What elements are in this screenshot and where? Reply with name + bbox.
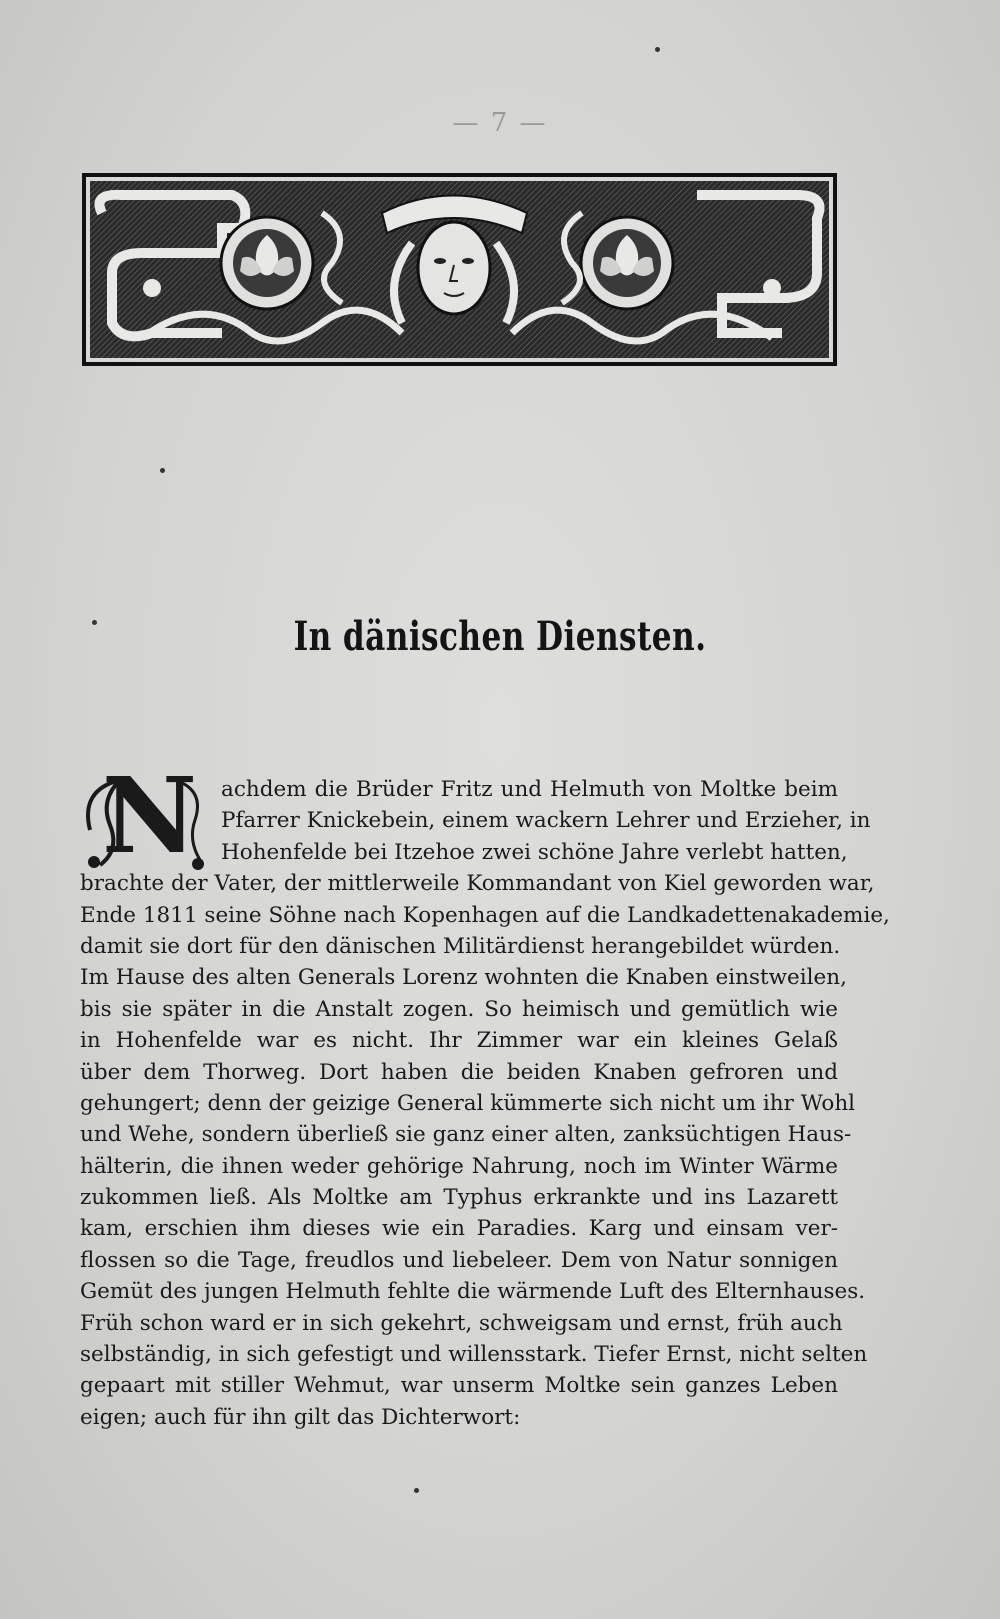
- text-line: flossen so die Tage, freudlos und liebeleer. Dem von Natur sonnigen: [80, 1247, 838, 1273]
- page-number: — 7 —: [452, 108, 548, 138]
- text-line: Gemüt des jungen Helmuth fehlte die wärmende Luft des Elternhauses.: [80, 1279, 866, 1305]
- text-line: bis sie später in die Anstalt zogen. So heimisch und gemütlich wie: [80, 996, 838, 1022]
- drop-cap-letter: N: [102, 754, 198, 877]
- paper-speck: [655, 47, 660, 52]
- decorative-header-ornament-icon: [82, 173, 837, 366]
- text-line: Im Hause des alten Generals Lorenz wohnten die Knaben einstweilen,: [80, 965, 847, 991]
- text-line: Hohenfelde bei Itzehoe zwei schöne Jahre verlebt hatten,: [221, 839, 848, 865]
- paper-speck: [160, 468, 165, 473]
- text-line: achdem die Brüder Fritz und Helmuth von Moltke beim: [221, 777, 838, 802]
- text-line: kam, erschien ihm dieses wie ein Paradies. Karg und einsam ver-: [80, 1216, 838, 1242]
- text-line: hälterin, die ihnen weder gehörige Nahrung, noch im Winter Wärme: [80, 1153, 838, 1179]
- text-line: und Wehe, sondern überließ sie ganz einer alten, zanksüchtigen Haus-: [80, 1122, 852, 1148]
- text-line: Früh schon ward er in sich gekehrt, schweigsam und ernst, früh auch: [80, 1310, 843, 1336]
- text-line: damit sie dort für den dänischen Militärdienst herangebildet würden.: [80, 933, 841, 959]
- text-line: brachte der Vater, der mittlerweile Kommandant von Kiel geworden war,: [80, 871, 875, 897]
- paper-speck: [92, 620, 97, 625]
- text-line: gepaart mit stiller Wehmut, war unserm Moltke sein ganzes Leben: [80, 1373, 838, 1399]
- text-line: Pfarrer Knickebein, einem wackern Lehrer und Erzieher, in: [221, 808, 871, 834]
- text-line: gehungert; denn der geizige General kümmerte sich nicht um ihr Wohl: [80, 1090, 856, 1116]
- text-line: eigen; auch für ihn gilt das Dichterwort:: [80, 1404, 521, 1430]
- text-line: Ende 1811 seine Söhne nach Kopenhagen auf die Landkadettenakademie,: [80, 902, 890, 928]
- body-text: [80, 774, 890, 1433]
- text-line: selbständig, in sich gefestigt und willensstark. Tiefer Ernst, nicht selten: [80, 1342, 868, 1368]
- text-line: in Hohenfelde war es nicht. Ihr Zimmer war ein kleines Gelaß: [80, 1028, 838, 1054]
- paper-speck: [414, 1488, 419, 1493]
- chapter-title: In dänischen Diensten.: [293, 613, 707, 660]
- text-line: zukommen ließ. Als Moltke am Typhus erkrankte und ins Lazarett: [80, 1185, 838, 1211]
- text-line: über dem Thorweg. Dort haben die beiden Knaben gefroren und: [80, 1059, 838, 1085]
